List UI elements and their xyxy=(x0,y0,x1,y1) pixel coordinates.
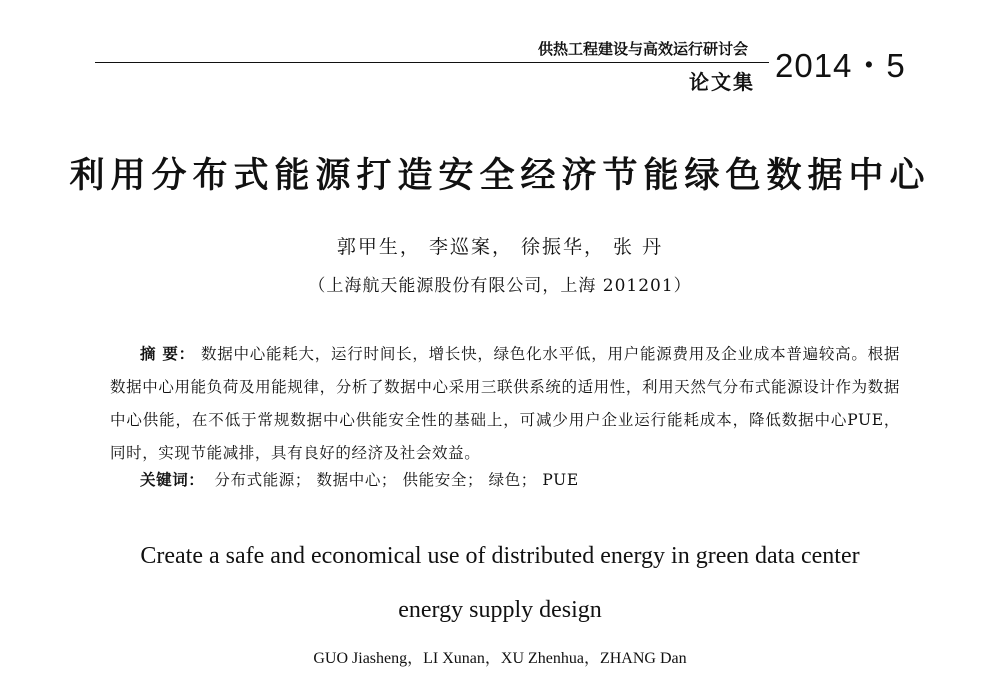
keywords-line xyxy=(140,468,579,490)
header-year-issue: 2014・5 xyxy=(775,47,906,84)
affiliation-cn: （上海航天能源股份有限公司，上海 201201） xyxy=(308,276,692,296)
header-collection-label: 论文集 xyxy=(689,70,755,94)
authors-cn: 郭甲生， 李巡案， 徐振华， 张 丹 xyxy=(336,236,664,258)
paper-title-en-line2: energy supply design xyxy=(398,597,602,623)
abstract-label: 摘 要： xyxy=(140,345,195,363)
keywords-label: 关键词： xyxy=(140,471,205,489)
abstract-paragraph xyxy=(110,338,900,470)
keywords-text: 分布式能源； 数据中心； 供能安全； 绿色； PUE xyxy=(214,471,579,489)
authors-en: GUO Jiasheng，LI Xunan，XU Zhenhua，ZHANG Dan xyxy=(313,650,687,667)
paper-title-en-line1: Create a safe and economical use of distributed energy in green data center xyxy=(140,543,860,569)
paper-title-cn: 利用分布式能源打造安全经济节能绿色数据中心 xyxy=(69,156,931,196)
header-conference-name: 供热工程建设与高效运行研讨会 xyxy=(538,40,749,58)
abstract-text: 数据中心能耗大，运行时间长，增长快，绿色化水平低，用户能源费用及企业成本普遍较高。根据数据中心用能负荷及用能规律，分析了数据中心采用三联供系统的适用性，利用天然气分布式能源设计作为数据中心供能，在不低于常规数据中心供能安全性的基础上，可减少用户企业运行能耗成本，降低数据中心PUE，同时，实现节能减排，具有良好的经济及社会效益。 xyxy=(110,345,901,462)
header-rule xyxy=(95,62,769,63)
